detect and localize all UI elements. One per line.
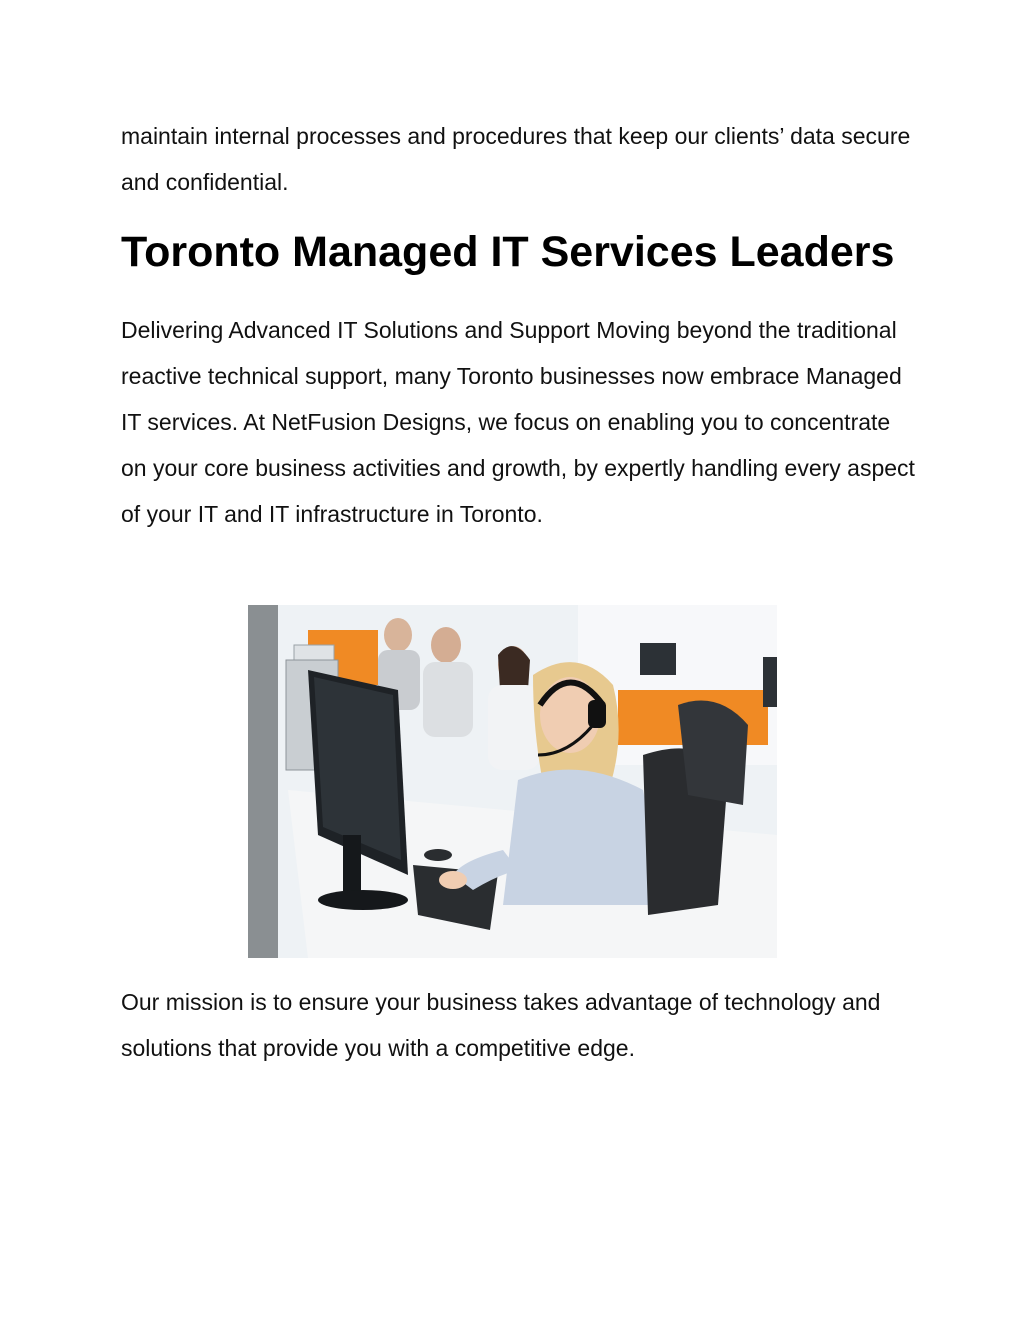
background-chair	[678, 701, 748, 806]
background-monitor-edge	[763, 657, 777, 707]
call-center-photo	[248, 605, 777, 958]
mouse	[424, 849, 452, 861]
page-title: Toronto Managed IT Services Leaders	[121, 228, 895, 276]
colleague-head-2	[431, 627, 461, 663]
photo-left-pillar	[248, 605, 278, 958]
monitor-base	[318, 890, 408, 910]
background-monitor	[640, 643, 676, 675]
photo-illustration	[248, 605, 777, 958]
woman-hand	[439, 871, 467, 889]
colleague-head-1	[384, 618, 412, 652]
headset-earpiece	[588, 700, 606, 728]
colleague-body-2	[423, 662, 473, 737]
colleague-body-3	[488, 685, 540, 770]
body-paragraph: Delivering Advanced IT Solutions and Support Moving beyond the traditional reactive technical support, many Toronto businesses now embrace Managed IT services. At NetFusion Designs, we focus on enabling you to concentrate on your core business activities and growth, by expertly handling every aspect of your IT and IT infrastructure in Toronto.	[121, 317, 915, 527]
mission-paragraph: Our mission is to ensure your business takes advantage of technology and solutions that provide you with a competitive edge.	[121, 989, 881, 1061]
intro-paragraph: maintain internal processes and procedures that keep our clients’ data secure and confidential.	[121, 123, 911, 195]
